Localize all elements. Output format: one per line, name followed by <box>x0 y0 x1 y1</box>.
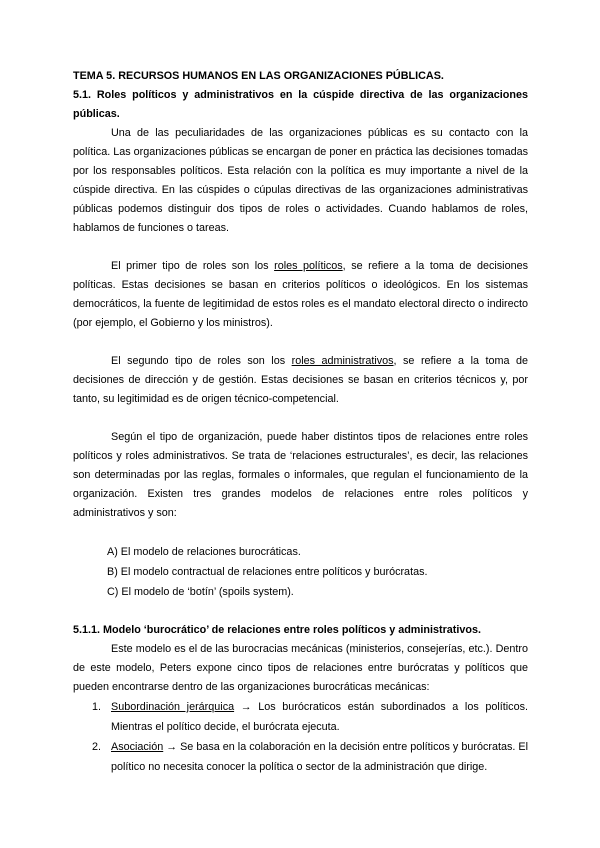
term-roles-politicos: roles políticos <box>274 260 343 272</box>
relations-list <box>73 697 528 777</box>
paragraph-bureaucratic-model: Este modelo es el de las burocracias mecánicas (ministerios, consejerías, etc.). Dentro de este modelo, Peters expone cinco tipos de relaciones entre burócratas y políticos que pueden encontrarse dentro de las organizaciones burocráticas mecánicas: <box>73 643 528 693</box>
paragraph-relations: Según el tipo de organización, puede haber distintos tipos de relaciones entre roles políticos y roles administrativos. Se trata de ‘relaciones estructurales’, es decir, las relaciones son determinadas por las reglas, formales o informales, que regulan el funcionamiento de la organización. Existen tres grandes modelos de relaciones entre roles políticos y administrativos y son: <box>73 431 528 519</box>
term-subordinacion: Subordinación jerárquica <box>111 701 235 713</box>
term-roles-administrativos: roles administrativos <box>291 355 394 367</box>
section-heading-5-1-1: 5.1.1. Modelo ‘burocrático’ de relaciones entre roles políticos y administrativos. <box>73 624 482 636</box>
list-item: 2. Asociación → Se basa en la colaboración en la decisión entre políticos y burócratas. El político no necesita conocer la política o sector de la administración que dirige. <box>107 737 528 777</box>
paragraph-administrative-roles: El segundo tipo de roles son los roles administrativos, se refiere a la toma de decisiones de dirección y de gestión. Estas decisiones se basan en criterios técnicos y, por tanto, su legitimidad es de origen técnico-competencial. <box>73 355 528 405</box>
document-page <box>73 67 528 777</box>
section-heading-5-1: 5.1. Roles políticos y administrativos en la cúspide directiva de las organizaciones públicas. <box>73 89 528 120</box>
list-item: B) El modelo contractual de relaciones entre políticos y burócratas. <box>107 566 428 578</box>
list-item: C) El modelo de ‘botín’ (spoils system). <box>107 586 294 598</box>
document-title: TEMA 5. RECURSOS HUMANOS EN LAS ORGANIZACIONES PÚBLICAS. <box>73 70 444 82</box>
paragraph-intro: Una de las peculiaridades de las organizaciones públicas es su contacto con la política. Las organizaciones públicas se encargan de poner en práctica las decisiones tomadas por los responsables políticos. Esta relación con la política es muy importante a nivel de la cúspide directiva. En las cúspides o cúpulas directivas de las organizaciones administrativas públicas podemos distinguir dos tipos de roles o actividades. Cuando hablamos de roles, hablamos de funciones o tareas. <box>73 127 528 234</box>
models-list <box>73 542 528 602</box>
list-item: A) El modelo de relaciones burocráticas. <box>107 546 301 558</box>
list-item: 1. Subordinación jerárquica → Los burócraticos están subordinados a los políticos. Mientras el político decide, el burócrata ejecuta. <box>107 697 528 737</box>
paragraph-political-roles: El primer tipo de roles son los roles políticos, se refiere a la toma de decisiones políticas. Estas decisiones se basan en criterios políticos o ideológicos. En los sistemas democráticos, la fuente de legitimidad de estos roles es el mandato electoral directo o indirecto (por ejemplo, el Gobierno y los ministros). <box>73 260 528 329</box>
term-asociacion: Asociación <box>111 741 164 753</box>
